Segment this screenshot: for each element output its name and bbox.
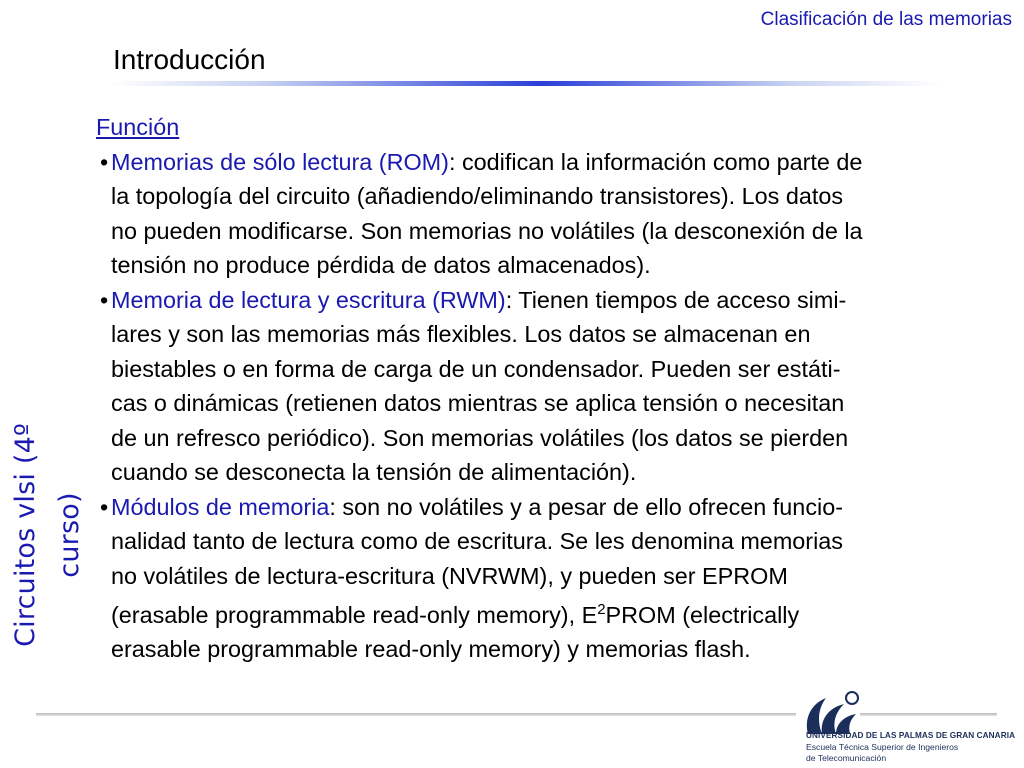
text-line: tensión no produce pérdida de datos almacenados). [111,252,651,278]
superscript-2: 2 [597,601,606,618]
text-line: la topología del circuito (añadiendo/eliminando transistores). Los datos [111,183,844,209]
text-line: : Tienen tiempos de acceso simi- [505,286,847,313]
bullet-dot: • [100,286,109,313]
section-header: Clasificación de las memorias [760,9,1012,30]
university-name: UNIVERSIDAD DE LAS PALMAS DE GRAN CANARIA [806,731,1016,740]
course-side-label: Circuitos vlsi (4º curso) [10,423,85,647]
text-line: : codifican la información como parte de [448,148,863,175]
page-title: Introducción [113,44,266,75]
text-line: no volátiles de lectura-escritura (NVRWM), y pueden ser EPROM [111,562,788,589]
term-rom: Memorias de sólo lectura (ROM) [111,148,449,175]
text-line: : son no volátiles y a pesar de ello ofrecen funcio- [329,493,844,520]
slide-content [89,110,1024,667]
bullet-dot: • [100,493,109,520]
text-line: biestables o en forma de carga de un condensador. Pueden ser estáti- [111,355,841,382]
section-heading-row [89,110,1024,145]
title-underline-rule [110,81,940,86]
text-line: cas o dinámicas (retienen datos mientras se aplica tensión o necesitan [111,390,845,416]
text-line: lares y son las memorias más flexibles. Los datos se almacenan en [111,321,811,347]
footer-rule [36,713,796,716]
text-line: de un refresco periódico). Son memorias volátiles (los datos se pierden [111,424,849,451]
text-line: (erasable programmable read-only memory), E [111,601,598,628]
footer-rule-right [860,713,997,716]
bullet-modules [89,490,1024,667]
text-line: cuando se desconecta la tensión de alimentación). [111,459,637,485]
bullet-rom [89,145,1024,283]
function-heading: Función [96,114,180,140]
bullet-dot: • [100,148,109,175]
bullet-rwm [89,283,1024,490]
text-line: no pueden modificarse. Son memorias no volátiles (la desconexión de la [111,217,863,244]
term-modules: Módulos de memoria [111,493,330,520]
school-name-line1: Escuela Técnica Superior de Ingenieros [806,742,959,752]
text-line: nalidad tanto de lectura como de escritura. Se les denomina memorias [111,528,843,554]
term-rwm: Memoria de lectura y escritura (RWM) [111,286,506,313]
school-name-line2: de Telecomunicación [806,753,887,763]
text-line: PROM (electrically [605,601,800,628]
text-line: erasable programmable read-only memory) y memorias flash. [111,636,751,663]
